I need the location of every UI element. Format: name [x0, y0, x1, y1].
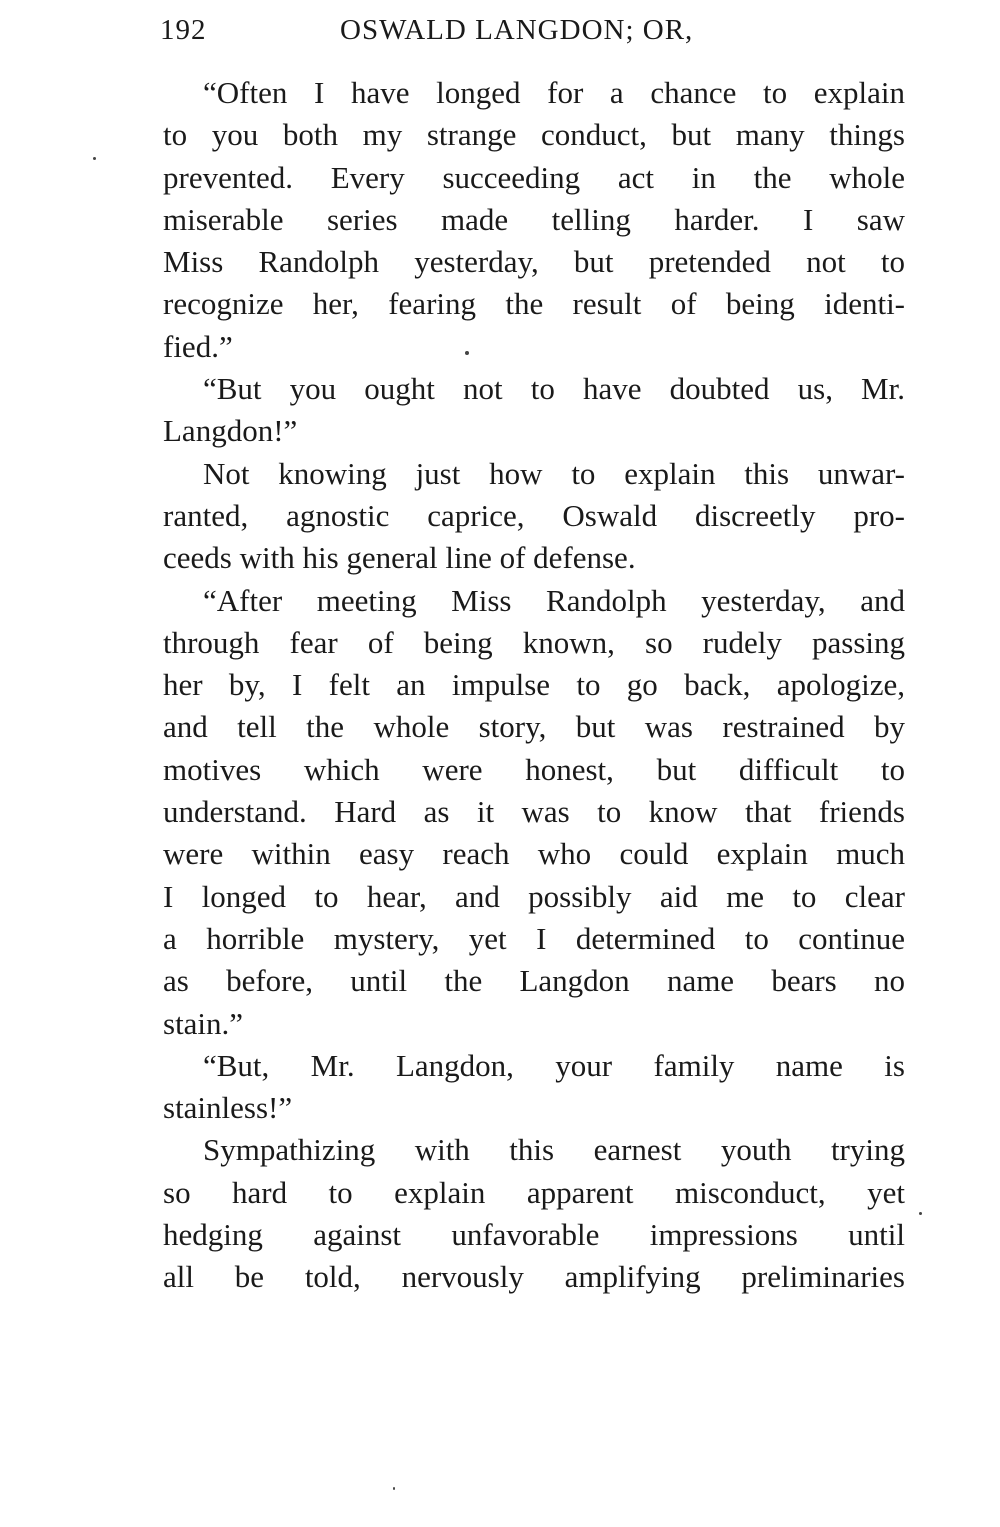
text-line: Not knowing just how to explain this unwar- — [203, 455, 905, 491]
text-line: “Often I have longed for a chance to explain — [203, 75, 905, 110]
text-line: stainless!” — [163, 1090, 293, 1126]
text-line: all be told, nervously amplifying preliminaries — [163, 1259, 905, 1295]
text-line: “After meeting Miss Randolph yesterday, and — [203, 582, 905, 618]
text-line: stain.” — [163, 1005, 244, 1041]
scan-speck — [919, 1212, 922, 1215]
text-line: her by, I felt an impulse to go back, apologize, — [163, 667, 905, 703]
text-line: through fear of being known, so rudely passing — [163, 624, 905, 660]
scan-speck — [393, 1487, 395, 1490]
body-text — [163, 72, 905, 1299]
text-line: fied.” — [163, 328, 233, 364]
text-line: Sympathizing with this earnest youth trying — [203, 1132, 905, 1168]
text-line: motives which were honest, but difficult to — [163, 751, 905, 787]
text-line: a horrible mystery, yet I determined to continue — [163, 920, 905, 956]
text-line: prevented. Every succeeding act in the whole — [163, 159, 905, 195]
text-line: “But, Mr. Langdon, your family name is — [203, 1047, 905, 1083]
text-line: ranted, agnostic caprice, Oswald discreetly pro- — [163, 497, 905, 533]
text-line: hedging against unfavorable impressions until — [163, 1217, 905, 1253]
text-line: as before, until the Langdon name bears no — [163, 963, 905, 999]
text-line: were within easy reach who could explain much — [163, 836, 905, 872]
text-line: Miss Randolph yesterday, but pretended not to — [163, 244, 905, 280]
running-title: OSWALD LANGDON; OR, — [340, 14, 694, 46]
text-line: to you both my strange conduct, but many things — [163, 117, 905, 153]
scan-speck — [93, 157, 96, 160]
scan-speck — [465, 351, 469, 355]
running-head — [160, 14, 905, 54]
text-line: so hard to explain apparent misconduct, yet — [163, 1174, 905, 1210]
text-line: and tell the whole story, but was restrained by — [163, 709, 905, 745]
text-line: I longed to hear, and possibly aid me to clear — [163, 878, 905, 914]
text-line: “But you ought not to have doubted us, Mr. — [203, 371, 905, 407]
text-line: ceeds with his general line of defense. — [163, 540, 636, 576]
page-number: 192 — [160, 14, 207, 46]
text-line: Langdon!” — [163, 413, 298, 449]
text-line: miserable series made telling harder. I saw — [163, 201, 905, 237]
text-line: understand. Hard as it was to know that friends — [163, 794, 905, 830]
text-line: recognize her, fearing the result of being identi- — [163, 286, 905, 322]
